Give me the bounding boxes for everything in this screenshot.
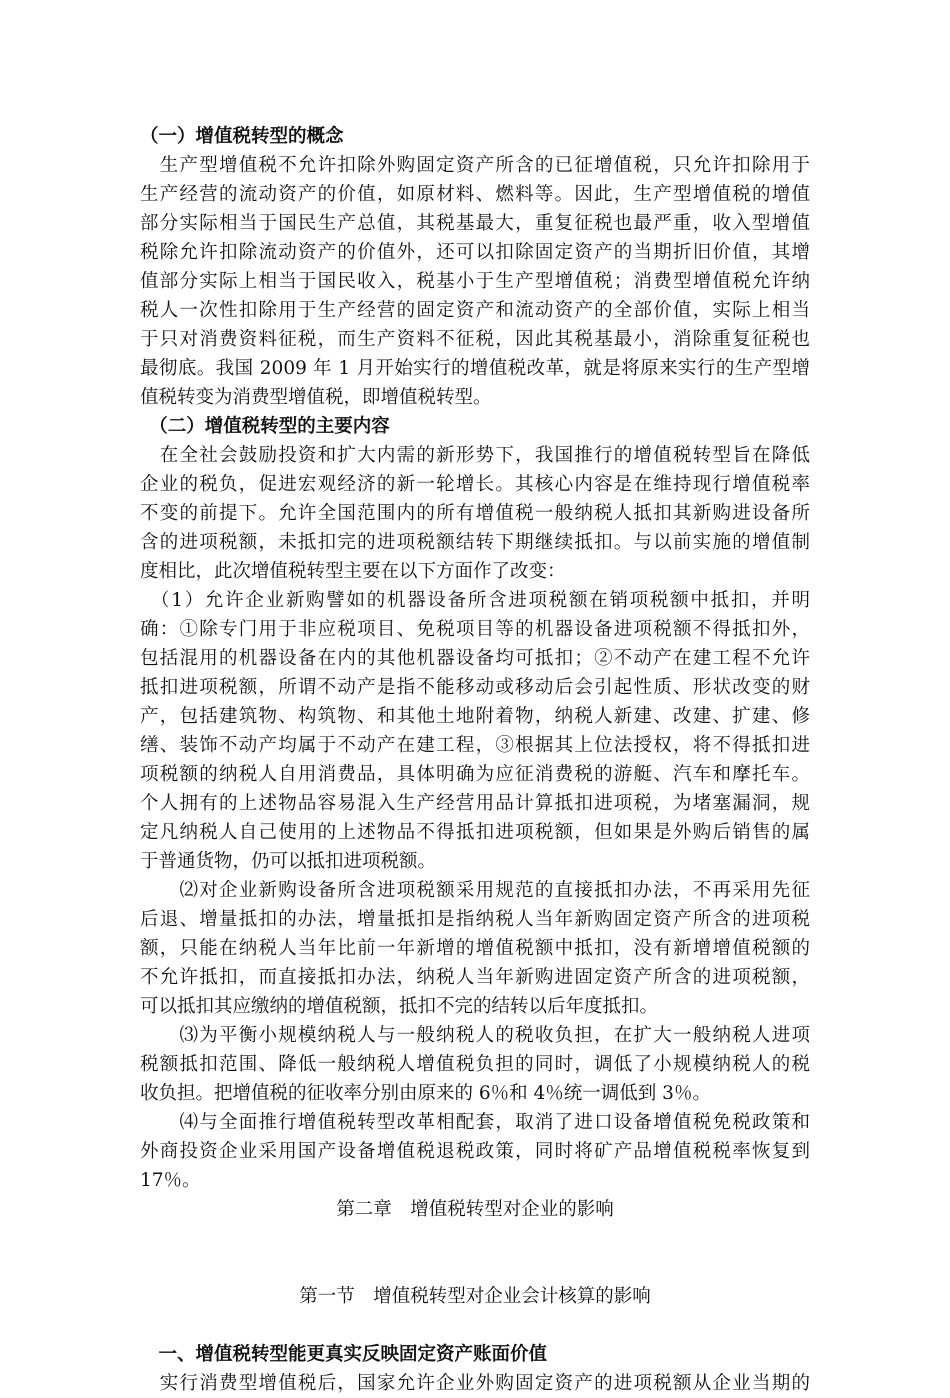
text-line: 收负担。把增值税的征收率分别由原来的 6％和 4％统一调低到 3％。 (140, 1083, 711, 1104)
chapter-title: 第二章 增值税转型对企业的影响 (336, 1199, 614, 1220)
text-line: （1）允许企业新购譬如的机器设备所含进项税额在销项税额中抵扣，并明 (140, 590, 810, 611)
text-line: 税人一次性扣除用于生产经营的固定资产和流动资产的全部价值，实际上相当 (140, 300, 810, 321)
paragraph-item-4 (140, 1108, 810, 1195)
text-line: 最彻底。我国 2009 年 1 月开始实行的增值税改革，就是将原来实行的生产型增 (140, 358, 810, 379)
text-line: 缮、装饰不动产均属于不动产在建工程，③根据其上位法授权，将不得抵扣进 (140, 735, 810, 756)
text-line: 于只对消费资料征税，而生产资料不征税，因此其税基最小，消除重复征税也 (140, 329, 810, 350)
text-line: 确：①除专门用于非应税项目、免税项目等的机器设备进项税额不得抵扣外， (140, 619, 810, 640)
section-title: 第一节 增值税转型对企业会计核算的影响 (299, 1286, 651, 1307)
text-line: 税除允许扣除流动资产的价值外，还可以扣除固定资产的当期折旧价值，其增 (140, 242, 810, 263)
text-line: 项税额的纳税人自用消费品，具体明确为应征消费税的游艇、汽车和摩托车。 (140, 764, 810, 785)
text-line: 定凡纳税人自己使用的上述物品不得抵扣进项税额，但如果是外购后销售的属 (140, 822, 810, 843)
text-line: 个人拥有的上述物品容易混入生产经营用品计算抵扣进项税，为堵塞漏洞，规 (140, 793, 810, 814)
paragraph-consumption-vat (140, 1369, 810, 1398)
document-body (140, 122, 810, 1398)
text-line: 抵扣进项税额，所谓不动产是指不能移动或移动后会引起性质、形状改变的财 (140, 677, 810, 698)
blank-line (140, 1224, 810, 1253)
text-line: 外商投资企业采用国产设备增值税退税政策，同时将矿产品增值税税率恢复到 (140, 1141, 810, 1162)
text-line: 实行消费型增值税后，国家允许企业外购固定资产的进项税额从企业当期的 (140, 1373, 810, 1394)
text-line: 额，只能在纳税人当年比前一年新增的增值税额中抵扣，没有新增增值税额的 (140, 938, 810, 959)
paragraph-main-content (140, 441, 810, 586)
text-line: 值部分实际上相当于国民收入，税基小于生产型增值税；消费型增值税允许纳 (140, 271, 810, 292)
text-line: ⑵对企业新购设备所含进项税额采用规范的直接抵扣办法，不再采用先征 (140, 880, 810, 901)
text-line: 产，包括建筑物、构筑物、和其他土地附着物，纳税人新建、改建、扩建、修 (140, 706, 810, 727)
text-line: 税额抵扣范围、降低一般纳税人增值税负担的同时，调低了小规模纳税人的税 (140, 1054, 810, 1075)
text-line: 于普通货物，仍可以抵扣进项税额。 (140, 851, 437, 872)
text-line: 不变的前提下。允许全国范围内的所有增值税一般纳税人抵扣其新购进设备所 (140, 503, 810, 524)
text-line: 包括混用的机器设备在内的其他机器设备均可抵扣；②不动产在建工程不允许 (140, 648, 810, 669)
section-heading-main-content: （二）增值税转型的主要内容 (140, 416, 390, 437)
text-line: ⑶为平衡小规模纳税人与一般纳税人的税收负担，在扩大一般纳税人进项 (140, 1025, 810, 1046)
paragraph-item-1 (140, 586, 810, 876)
text-line: ⑷与全面推行增值税转型改革相配套，取消了进口设备增值税免税政策和 (140, 1112, 810, 1133)
blank-line (140, 1311, 810, 1340)
text-line: 17％。 (140, 1170, 201, 1191)
text-line: 部分实际相当于国民生产总值，其税基最大，重复征税也最严重，收入型增值 (140, 213, 810, 234)
section-heading-concept: （一）增值税转型的概念 (140, 126, 344, 147)
text-line: 值税转变为消费型增值税，即增值税转型。 (140, 387, 492, 408)
paragraph-concept (140, 151, 810, 412)
text-line: 生产经营的流动资产的价值，如原材料、燃料等。因此，生产型增值税的增值 (140, 184, 810, 205)
blank-line (140, 1253, 810, 1282)
text-line: 后退、增量抵扣的办法，增量抵扣是指纳税人当年新购固定资产所含的进项税 (140, 909, 810, 930)
text-line: 可以抵扣其应缴纳的增值税额，抵扣不完的结转以后年度抵扣。 (140, 996, 659, 1017)
paragraph-item-3 (140, 1021, 810, 1108)
text-line: 含的进项税额，未抵扣完的进项税额结转下期继续抵扣。与以前实施的增值制 (140, 532, 810, 553)
text-line: 在全社会鼓励投资和扩大内需的新形势下，我国推行的增值税转型旨在降低 (140, 445, 810, 466)
text-line: 企业的税负，促进宏观经济的新一轮增长。其核心内容是在维持现行增值税率 (140, 474, 810, 495)
text-line: 不允许抵扣，而直接抵扣办法，纳税人当年新购进固定资产所含的进项税额， (140, 967, 810, 988)
text-line: 生产型增值税不允许扣除外购固定资产所含的已征增值税，只允许扣除用于 (140, 155, 810, 176)
text-line: 度相比，此次增值税转型主要在以下方面作了改变： (140, 561, 566, 582)
subsection-heading: 一、增值税转型能更真实反映固定资产账面价值 (140, 1344, 548, 1365)
paragraph-item-2 (140, 876, 810, 1021)
